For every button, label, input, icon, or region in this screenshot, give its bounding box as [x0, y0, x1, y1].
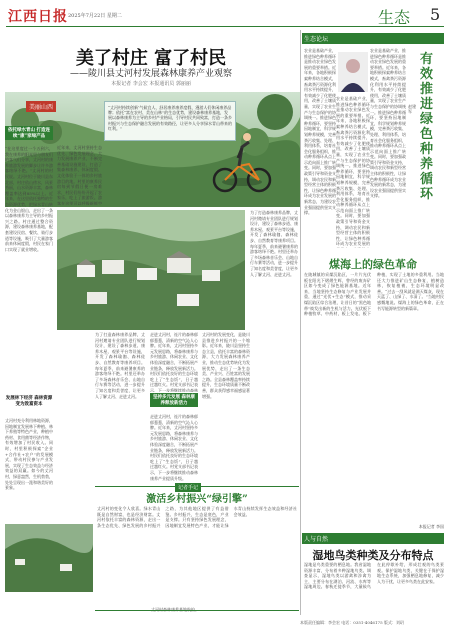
main-headline: 美了村庄 富了村民 — [75, 48, 227, 69]
column-tag: 美丽山西 — [26, 101, 56, 112]
article-column-1: “在这里度过一个五到六，我在康养的阳光里与朋友们的客气们分享，丈河村的康养旅游发展的脚步让许多游客络绎不绝。”丈河村的村民说。丈河村位于陵川县东北部，村庄依山傍水，风景秀丽，山水资源丰富，森林覆盖率达到85%以上。近年来，在这里依托独特的生态资源优势，把绿水青山转化为金山银山，走出了一条以森林康养为主导的乡村振兴之路。村庄通过整合资源，建设森林康养基地，配套建设民宿、餐饮、骑行步道等设施，吸引了大量游客前来休闲度假，村民在家门口实现了就业增收。 — [5, 146, 53, 252]
article-column-5: 为了打造森林康养品牌，丈河村邀请专业团队进行规划设计，建设了森林步道、康养木屋、观景平台等设施，开发了森林瑜伽、森林徒步、自然教育等康养项目。每年夏季，前来避暑康养的游客络绎不绝。村里还举办了多场森林音乐会、山地自行车赛等活动，进一步提升了知名度和美誉度，让更多人了解丈河、走进丈河。 — [250, 210, 298, 277]
forum-author: 赵建军 — [408, 104, 416, 114]
photo-caption: 丈河村森林康养基地航拍。 — [151, 607, 199, 612]
article-column-1b: 丈河村充分利用林地资源，因地制宜发展林下种植、林下养殖等特色产业，种植中药材、食用菌等经济作物，有效增加了村民收入。同时，村里积极探索“企业+合作社+农户”的发展模式，带动村民参与产业发展，实现了生态效益与经济效益的双赢。如今的丈河村，绿意盎然，生机勃勃，处处呈现出一派和谐美好的景象。 — [5, 418, 53, 491]
newspaper-logo: 江西日报 — [8, 9, 68, 25]
subtitle-3: 坚持多元发展 森林康养释放新活力 — [150, 393, 198, 407]
article-column-2: 近年来，丈河村坚持生态优先、绿色发展理念，大力发展康养产业，不断完善基础设施建设，打造了集森林康养、休闲度假、文化体验于一体的乡村旅游目的地。村里的康养民宿每到节假日便一房难求，村民们纷纷开起了农家乐，吃上了旅游饭。游客在这里可以呼吸新鲜空 — [57, 145, 102, 205]
author-photo — [338, 52, 368, 92]
page-number: 5 — [430, 5, 441, 24]
forest-photo — [5, 524, 93, 592]
column-divider — [300, 30, 301, 615]
article-column-3b: 走进丈河村，连片的森林郁郁葱葱，清新的空气沁人心脾。近年来，丈河村坚持多元发展思路，将森林康养与乡村旅游、休闲农业、文化体验深度融合，不断拓展产业链条，释放发展新活力。村民们依托良好的生态环境吃上了“生态饭”，日子越过越红火。村党支部书记表示，下一步将继续推动森林康养产业提质升级。 — [150, 414, 198, 481]
editorial-text: 丈河村的变化令人欣喜。绿水青山既是自然财富，也是经济财富。丈河村依托丰富的森林资源，走出一条生态优先、绿色发展的乡村振兴之路，为其他地区提供了有益借鉴。乡村振兴，生态是底色，产业是支撑。只有坚持绿色发展理念，因地制宜发展特色产业，才能让绿水青山持续发挥生态效益和经济社会效益。 — [97, 506, 297, 528]
forum-banner-label: 生态论坛 — [304, 36, 329, 43]
editorial-kicker: 记者手记 — [175, 483, 201, 492]
village-photo-svg — [57, 210, 245, 330]
section2-text: 在陵城镇的采煤沉陷区，一片片光伏板在阳光下熠熠生辉，曾经的废弃矿区如今变成了绿色能源基地。近年来，当地坚持生态修复与产业发展并重，通过“光伏+生态”模式，推动采煤沉陷区综合治理，让昔日的“黑色地带”焕发出新的生机与活力。光伏板下种植牧草、中药材，板上发电、板下种植，实现了土地的多重利用。当地还大力推进矿山生态修复，植树造林，恢复植被，生态环境明显改善。“过去一刮风就是满天煤灰，现在天蓝了、山绿了、水清了。”当地村民感慨地说。煤海上的绿色革命，正在书写能源转型的新篇章。 — [304, 272, 444, 317]
article-column-2b: 为了打造森林康养品牌，丈河村邀请专业团队进行规划设计，建设了森林步道、康养木屋、观景平台等设施，开发了森林瑜伽、森林徒步、自然教育等康养项目。每年夏季，前来避暑康养的游客络绎不绝。村里还举办了多场森林音乐会、山地自行车赛等活动，进一步提升了知名度和美誉度，让更多人了解丈河、走进丈河。 — [95, 332, 145, 399]
nature-banner-label: 人与自然 — [304, 536, 329, 543]
author-photo-svg — [338, 52, 368, 92]
subtitle-2: 发展林下经济 森林资源变为致富资本 — [5, 396, 53, 407]
section2-title: 煤海上的绿色革命 — [329, 258, 417, 271]
section3-title: 湿地鸟类种类及分布特点 — [312, 549, 434, 562]
masthead — [6, 5, 444, 27]
lead-paragraph-box — [104, 101, 236, 141]
article-column-4: 丈河村的发展变化，是陵川县推进乡村振兴的一个缩影。近年来，陵川县坚持生态立县，依托丰富的森林资源，大力发展森林康养产业，推动生态优势转化为发展优势，走出了一条生态美、产业兴、百姓富的发展之路。全县森林覆盖率持续提升，生态环境质量不断改善，群众获得感幸福感显著增强。 — [202, 332, 250, 399]
section-title: 生态 — [378, 8, 411, 27]
forum-title: 有效推进绿色种养循环 — [420, 52, 434, 202]
forest-photo-svg — [5, 524, 93, 592]
subtitle-1: 依托绿水青山 打造连续“康”家绿产品 — [5, 126, 53, 140]
section3-text: 湿地是鸟类重要的栖息地。我省湿地资源丰富，分布着多种湿地鸟类。调查显示，湿地鸟类以游禽和涉禽为主，主要分布在湖泊、河流、水库等湿地周边。春秋迁徙季节，大量候鸟在此停歇补给，形成壮观的鸟类景观。保护湿地鸟类，关键在于保护湿地生态系统，加强栖息地修复，减少人为干扰，让更多鸟类在此安家。 — [304, 562, 444, 590]
forum-text: 农业是基础产业，推进绿色种养循环是推动农业绿色发展的重要举措。近年来，各地积极探索种养结合模式，畜禽粪污资源化利用水平持续提升，有效减少了化肥使用，改善了土壤质量，实现了农业生产与生态保护的协调统一。推进绿色种养循环，要坚持因地制宜，科学规划种养规模，完善粪污收集、处理、利用体系，培育社会化服务组织，推动种养循环从点上示范向面上推广转变。同时，要加强政策引导和资金支持，调动农民和新型经营主体的积极性，让绿色种养循环成为农业发展的新常态，为建设农业强国提供坚实支撑。 — [304, 48, 336, 216]
forum-text-b: 农业是基础产业，推进绿色种养循环是推动农业绿色发展的重要举措。近年来，各地积极探索种养结合模式，畜禽粪污资源化利用水平持续提升，有效减少了化肥使用，改善了土壤质量，实现了农业生产与生态保护的协调统一。推进绿色种养循环，要坚持因地制宜，科学规划种养规模，完善粪污收集、处理、利用体系，培育社会化服务组织，推动种养循环从点上示范向面上推广转变。同时，要加强政策引导和资金支持，调动农民和新型经营主体的积极性，让绿色种养循环成为农业发展的新常态，为建设农业强国提供坚实支撑。 — [370, 48, 406, 199]
article-column-3: 走进丈河村，连片的森林郁郁葱葱，清新的空气沁人心脾。近年来，丈河村坚持多元发展思路，将森林康养与乡村旅游、休闲农业、文化体验深度融合，不断拓展产业链条，释放发展新活力。村民们依托良好的生态环境吃上了“生态饭”，日子越过越红火。村党支部书记表示，下一步将继续推动森林 — [150, 332, 198, 392]
main-subheadline: ——陵川县丈河村发展森林康养产业观察 — [69, 69, 232, 79]
forum-text-c: 农业是基础产业，推进绿色种养循环是推动农业绿色发展的重要举措。近年来，各地积极探索种养结合模式，畜禽粪污资源化利用水平持续提升，有效减少了化肥使用，改善了土壤质量，实现了农业生产与生态保护的协调统一。推进绿色种养循环，要坚持因地制宜，科学规划种养规模，完善粪污收集、处理、利用体系，培育社会化服务组织，推动种养循环从点上示范向面上推广转变。同时，要加强政策引导和资金支持，调动农民和新型经营主体的积极性，让绿色种养循环成为农业发展的 — [336, 96, 370, 247]
editorial-title: 激活乡村振兴“绿引擎” — [146, 494, 248, 505]
issue-date: 2025年7月22日 星期二 — [68, 13, 122, 19]
page-footer: 本版责任编辑：李会宏 电话：0351-4046175 版式：刘玥 — [300, 620, 404, 625]
lead-paragraph: “丈河村持续创新‘气候宜人、舒居康养康养度假、漫游人们休闲康养品牌；依托“富在农村、美在山林”的生态优势，建设森林康养基地，发展以森林康养为主导的乡村产业格局，引导村民共同致富，打造一条乡村振兴与生态保护融合发展的有效路径，让更多人分享绿水青山带来的红利。” — [108, 105, 232, 131]
main-byline: 本报记者 李会宏 本报通讯员 郭丽丽 — [111, 81, 191, 87]
section2-author: 本报记者 李国 — [418, 524, 444, 529]
village-photo — [57, 210, 245, 330]
